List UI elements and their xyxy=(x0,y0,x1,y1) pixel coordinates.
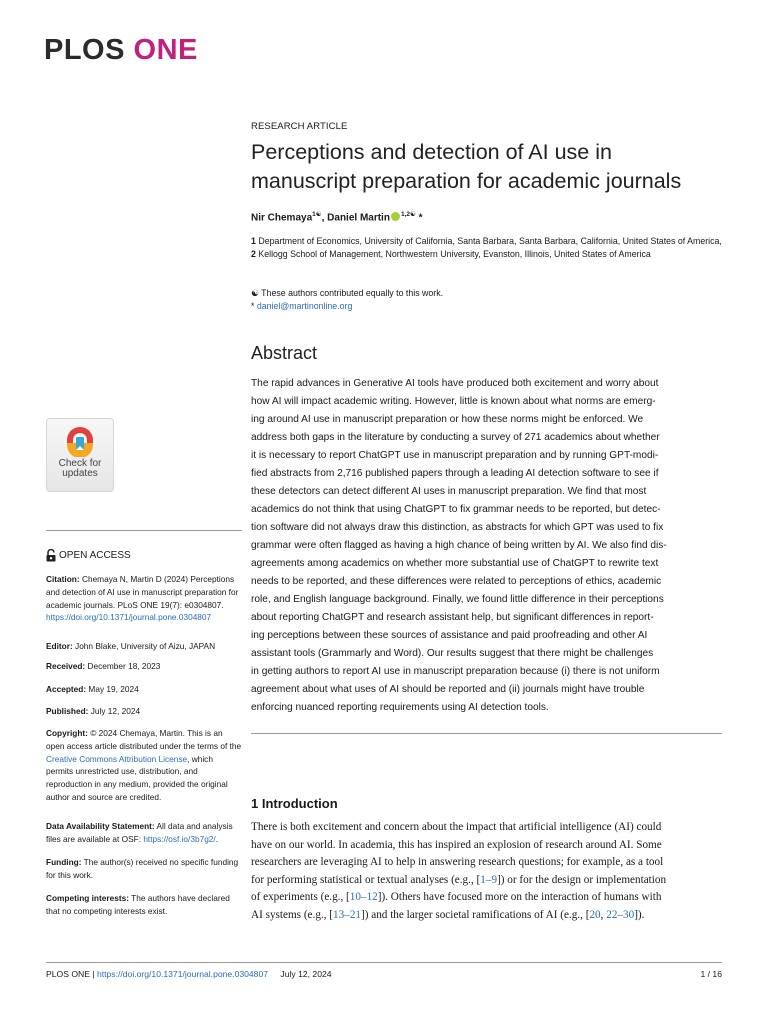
page-footer xyxy=(46,969,722,979)
published-label: Published: xyxy=(46,706,89,716)
intro-line xyxy=(251,872,726,890)
intro-line: researchers are leveraging AI to help in answering research questions; for example, as a tool xyxy=(251,856,664,869)
abstract-line: ing perceptions between these sources of assistance and paid proofreading and other AI xyxy=(251,630,648,641)
reference-link[interactable]: 1–9 xyxy=(480,873,498,886)
abstract-line: address both gaps in the literature by conducting a survey of 271 academics about whether xyxy=(251,432,660,443)
received-block xyxy=(46,660,242,673)
received-text: December 18, 2023 xyxy=(85,661,161,671)
author-list xyxy=(251,210,423,223)
author-separator: , xyxy=(321,212,328,224)
abstract-line: in getting authors to report AI use in manuscript preparation because (i) there is not uniform xyxy=(251,666,660,677)
logo-one: ONE xyxy=(133,34,198,66)
introduction-body xyxy=(251,819,726,925)
intro-text: AI systems (e.g., [ xyxy=(251,908,334,921)
open-access-badge xyxy=(46,549,131,562)
copyright-block xyxy=(46,727,242,804)
reference-link[interactable]: 10–12 xyxy=(349,891,378,904)
affil-num-2: 2 xyxy=(251,249,256,259)
intro-text: ]) or for the design or implementation xyxy=(497,873,667,886)
corresponding-symbol: * xyxy=(251,301,257,311)
intro-text: for performing statistical or textual analyses (e.g., [ xyxy=(251,873,481,886)
data-availability-text: All data and analysis files are available at OSF: xyxy=(46,821,233,844)
accepted-text: May 19, 2024 xyxy=(86,684,139,694)
funding-text: The author(s) received no specific funding for this work. xyxy=(46,857,239,880)
page-number: 1 / 16 xyxy=(700,969,722,979)
intro-text: ]). Others have focused more on the interaction of humans with xyxy=(377,891,662,904)
intro-text: ]). xyxy=(634,908,645,921)
abstract-line: how AI will impact academic writing. However, little is known about what norms are emerg- xyxy=(251,396,656,407)
reference-link[interactable]: 20 xyxy=(589,908,601,921)
abstract-divider xyxy=(251,733,722,734)
published-block xyxy=(46,705,242,718)
check-for-updates-badge[interactable] xyxy=(46,418,114,492)
citation-block xyxy=(46,573,242,624)
citation-text: Chemaya N, Martin D (2024) Perceptions and detection of AI use in manuscript preparation for academic journals. PLoS ONE 19(7): e0304807. xyxy=(46,574,239,610)
introduction-heading: 1 Introduction xyxy=(251,796,338,811)
competing-interests-text: The authors have declared that no competing interests exist. xyxy=(46,893,230,916)
affil-text-1: Department of Economics, University of California, Santa Barbara, Santa Barbara, California, United States of America, xyxy=(255,236,722,246)
journal-logo[interactable] xyxy=(44,36,198,65)
author-1[interactable]: Nir Chemaya xyxy=(251,212,313,224)
footer-left xyxy=(46,969,332,979)
author-2-affil: 1,2☯ xyxy=(400,211,416,218)
author-2[interactable]: Daniel Martin xyxy=(327,212,390,224)
affil-num-1: 1 xyxy=(251,236,256,246)
license-link[interactable]: Creative Commons Attribution License xyxy=(46,753,188,764)
abstract-line: ing around AI use in manuscript preparation or how these norms might be enforced. We xyxy=(251,414,644,425)
equal-contribution-symbol: ☯ xyxy=(251,288,259,298)
intro-text: of experiments (e.g., [ xyxy=(251,891,350,904)
open-access-label: OPEN ACCESS xyxy=(59,550,131,561)
abstract-line: agreements among academics on whether more substantial use of ChatGPT to rewrite text xyxy=(251,558,659,569)
title-line-2: manuscript preparation for academic journals xyxy=(251,169,682,193)
abstract-line: agreement about what uses of AI should be reported and (ii) journals might have trouble xyxy=(251,684,645,695)
data-availability-block xyxy=(46,820,242,846)
competing-interests-label: Competing interests: xyxy=(46,893,129,903)
citation-doi-link[interactable]: https://doi.org/10.1371/journal.pone.0304807 xyxy=(46,612,212,623)
abstract-line: these detectors can detect different AI uses in manuscript preparation. We find that most xyxy=(251,486,647,497)
data-availability-end: . xyxy=(215,833,219,844)
check-for-updates-line1: Check for xyxy=(58,458,102,469)
received-label: Received: xyxy=(46,661,86,671)
copyright-text2: , which permits unrestricted use, distribution, and reproduction in any medium, provided the original author and source are credited. xyxy=(46,753,228,802)
abstract-line: it is necessary to report ChatGPT use in manuscript preparation and by running GPT-modi- xyxy=(251,450,659,461)
equal-contribution-note xyxy=(251,287,726,300)
data-availability-label: Data Availability Statement: xyxy=(46,821,155,831)
check-for-updates-label xyxy=(59,459,102,479)
abstract-line: grammar were often flagged as having a high chance of being written by AI. We also find dis- xyxy=(251,540,667,551)
article-type-label: RESEARCH ARTICLE xyxy=(251,121,348,132)
intro-text: , xyxy=(600,908,607,921)
intro-line xyxy=(251,907,726,925)
intro-text: ]) and the larger societal ramifications of AI (e.g., [ xyxy=(361,908,590,921)
abstract-line: about reporting ChatGPT and research assistant help, but significant differences in report- xyxy=(251,612,654,623)
funding-block xyxy=(46,856,242,882)
copyright-text1: © 2024 Chemaya, Martin. This is an open access article distributed under the terms of the xyxy=(46,728,242,751)
logo-plos: PLOS xyxy=(44,34,125,66)
abstract-line: assistant tools (Grammarly and Word). Our results suggest that there might be challenges xyxy=(251,648,654,659)
footer-divider xyxy=(46,962,722,963)
sidebar-divider xyxy=(46,530,242,531)
intro-line xyxy=(251,889,726,907)
check-for-updates-line2: updates xyxy=(62,468,98,479)
footer-doi-link[interactable]: https://doi.org/10.1371/journal.pone.0304807 xyxy=(96,969,269,979)
intro-line: have on our world. In academia, this has inspired an explosion of research around AI. Some xyxy=(251,838,662,851)
editor-block xyxy=(46,640,242,653)
corresponding-email-link[interactable]: daniel@martinonline.org xyxy=(256,301,353,311)
accepted-label: Accepted: xyxy=(46,684,87,694)
equal-contribution-text: These authors contributed equally to this work. xyxy=(258,288,444,298)
published-text: July 12, 2024 xyxy=(88,706,141,716)
abstract-line: academics do not think that using ChatGPT to fix grammar needs to be reported, but detec- xyxy=(251,504,661,515)
reference-link[interactable]: 13–21 xyxy=(333,908,361,921)
abstract-line: tion software did not always draw this distinction, as abstracts for which GPT was used to fix xyxy=(251,522,664,533)
abstract-line: enforcing nuanced reporting requirements using AI detection tools. xyxy=(251,702,549,713)
abstract-line: needs to be reported, and these differences were related to perceptions of ethics, academic xyxy=(251,576,662,587)
orcid-icon[interactable] xyxy=(391,212,400,221)
abstract-body xyxy=(251,375,726,717)
article-title xyxy=(251,138,731,196)
funding-label: Funding: xyxy=(46,857,82,867)
citation-label: Citation: xyxy=(46,574,80,584)
competing-interests-block xyxy=(46,892,242,918)
editor-text: John Blake, University of Aizu, JAPAN xyxy=(72,641,216,651)
open-lock-icon xyxy=(46,549,56,562)
osf-link[interactable]: https://osf.io/3b7g2/ xyxy=(143,833,216,844)
author-notes xyxy=(251,287,726,313)
corresponding-note xyxy=(251,300,726,313)
author-1-affil: 1☯ xyxy=(312,211,322,218)
crossmark-icon xyxy=(65,425,95,457)
affiliations xyxy=(251,235,726,261)
footer-journal: PLOS ONE xyxy=(46,969,90,979)
affil-text-2: Kellogg School of Management, Northwestern University, Evanston, Illinois, United States of America xyxy=(255,249,651,259)
footer-date: July 12, 2024 xyxy=(280,969,332,979)
editor-label: Editor: xyxy=(46,641,73,651)
intro-line: There is both excitement and concern about the impact that artificial intelligence (AI) could xyxy=(251,821,662,833)
corresponding-marker: * xyxy=(415,212,423,224)
accepted-block xyxy=(46,683,242,696)
abstract-line: The rapid advances in Generative AI tools have produced both excitement and worry about xyxy=(251,378,659,389)
title-line-1: Perceptions and detection of AI use in xyxy=(251,140,612,164)
reference-link[interactable]: 22–30 xyxy=(606,908,635,921)
footer-separator: | xyxy=(89,969,97,979)
abstract-line: fied abstracts from 2,716 published papers through a leading AI detection software to see if xyxy=(251,468,659,479)
abstract-heading: Abstract xyxy=(251,343,318,363)
copyright-label: Copyright: xyxy=(46,728,88,738)
abstract-line: role, and English language background. Finally, we found little difference in their perceptions xyxy=(251,594,664,605)
